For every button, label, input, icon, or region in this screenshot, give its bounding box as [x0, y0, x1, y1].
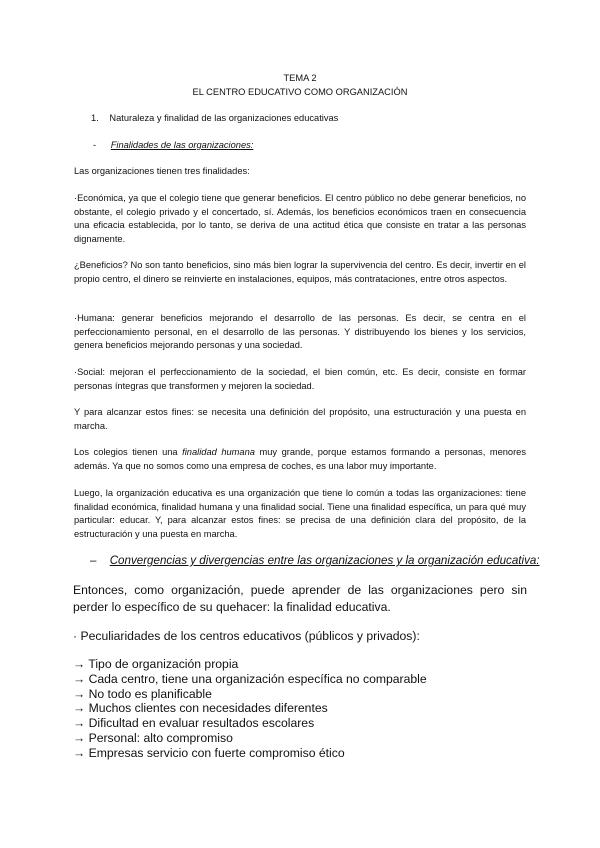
paragraph-fines: Y para alcanzar estos fines: se necesita una definición del propósito, una estructuración y una puesta en marcha.	[74, 407, 526, 431]
list-item: → No todo es planificable	[73, 686, 212, 701]
list-item: → Personal: alto compromiso	[73, 730, 233, 745]
list-item: → Tipo de organización propia	[73, 657, 239, 671]
paragraph-humana: ·Humana: generar beneficios mejorando el desarrollo de las personas. Es decir, se centra en el perfeccionamiento personal, en el desarrollo de las personas. Y distribuyendo los bienes y los servicios, genera beneficios mejorando personas y una sociedad.	[74, 313, 526, 350]
paragraph-social: ·Social: mejoran el perfeccionamiento de la sociedad, el bien común, etc. Es decir, consiste en formar personas íntegras que transformen y mejoren la sociedad.	[74, 367, 526, 391]
paragraph-entonces: Entonces, como organización, puede aprender de las organizaciones pero sin perder lo específico de su quehacer: la finalidad educativa.	[73, 583, 527, 614]
page-title: TEMA 2	[283, 73, 317, 83]
paragraph-economica: ·Económica, ya que el colegio tiene que generar beneficios. El centro público no debe generar beneficios, no obstante, el colegio privado y el concertado, sí. Además, los beneficios económicos traen en consecuencia una eficacia establecida, por lo tanto, se deriva de una actitud ética que consiste en tratar a las personas dignamente.	[74, 193, 526, 244]
page-subtitle: EL CENTRO EDUCATIVO COMO ORGANIZACIÓN	[192, 87, 408, 97]
paragraph-luego: Luego, la organización educativa es una organización que tiene lo común a todas las organizaciones: tiene finalidad económica, finalidad humana y una finalidad social. Tiene una finalidad específica, un para qué muy particular: educar. Y, para alcanzar estos fines: se precisa de una definición clara del propósito, de la estructuración y una puesta en marcha.	[74, 488, 526, 539]
paragraph-beneficios: ¿Beneficios? No son tanto beneficios, sino más bien lograr la supervivencia del centro. Es decir, invertir en el propio centro, el dinero se reinvierte en instalaciones, equipos, más contrataciones, entre otros aspectos.	[74, 260, 526, 284]
subheading-text: Finalidades de las organizaciones:	[110, 140, 254, 150]
paragraph-colegios	[74, 446, 526, 473]
subheading-finalidades	[93, 139, 253, 153]
list-item: → Empresas servicio con fuerte compromiso ético	[73, 745, 345, 760]
subheading-convergencias	[90, 553, 540, 570]
subheading-bullet-2: –	[90, 554, 97, 567]
paragraph-peculiaridades: · Peculiaridades de los centros educativos (públicos y privados):	[73, 629, 420, 643]
section-heading-text: Naturaleza y finalidad de las organizaciones educativas	[109, 113, 339, 123]
paragraph-colegios-a: Los colegios tienen una	[74, 447, 183, 457]
section-heading-1	[91, 112, 338, 126]
list-item: → Muchos clientes con necesidades diferentes	[73, 701, 328, 716]
paragraph-colegios-em: finalidad humana	[182, 447, 255, 457]
subheading-bullet: -	[93, 140, 97, 150]
paragraph-colegios-b: muy grande, porque estamos formando a personas, menores además. Ya que no somos como una empresa de coches, es una labor muy importante.	[74, 447, 527, 471]
subheading-convergencias-text: Convergencias y divergencias entre las organizaciones y la organización educativa:	[109, 554, 540, 567]
paragraph-intro: Las organizaciones tienen tres finalidades:	[74, 166, 250, 176]
peculiaridades-list	[73, 657, 427, 761]
list-item: → Dificultad en evaluar resultados escolares	[73, 716, 315, 731]
list-item: → Cada centro, tiene una organización específica no comparable	[73, 671, 427, 686]
section-number: 1.	[91, 113, 99, 123]
